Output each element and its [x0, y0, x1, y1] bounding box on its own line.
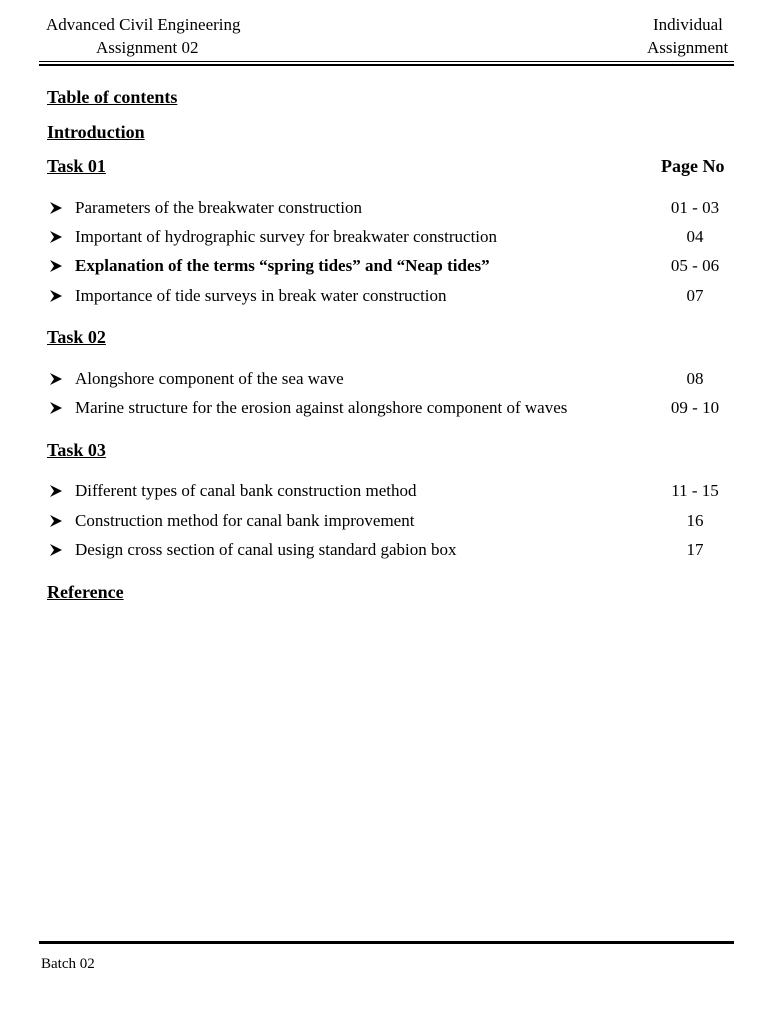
- task01-heading: Task 01: [47, 156, 106, 176]
- header-assignment-number: Assignment 02: [96, 38, 199, 57]
- toc-entry: [50, 510, 734, 532]
- task03-heading: Task 03: [47, 440, 106, 460]
- header-course-title: Advanced Civil Engineering: [46, 15, 241, 34]
- toc-title: Table of contents: [47, 87, 178, 107]
- toc-entry-text: Marine structure for the erosion against alongshore component of waves: [75, 398, 568, 417]
- footer-batch: Batch 02: [41, 956, 95, 972]
- toc-entry: [50, 197, 734, 219]
- toc-entry-pages: 07: [686, 286, 704, 305]
- arrow-bullet-icon: [50, 368, 66, 390]
- header-assignment-type: Individual: [653, 15, 723, 34]
- footer-rule: [39, 941, 734, 944]
- toc-entry-pages: 08: [686, 369, 704, 388]
- toc-entry: [50, 539, 734, 561]
- task02-heading: Task 02: [47, 327, 106, 347]
- arrow-bullet-icon: [50, 539, 66, 561]
- toc-entry: [50, 255, 734, 277]
- arrow-bullet-icon: [50, 480, 66, 502]
- arrow-bullet-icon: [50, 285, 66, 307]
- toc-entry-text: Importance of tide surveys in break water construction: [75, 286, 447, 305]
- toc-entry-text: Construction method for canal bank improvement: [75, 511, 415, 530]
- toc-entry-pages: 17: [686, 540, 704, 559]
- toc-entry-pages: 01 - 03: [670, 198, 720, 217]
- toc-entry-text: Explanation of the terms “spring tides” and “Neap tides”: [75, 256, 490, 275]
- toc-entry-text: Alongshore component of the sea wave: [75, 369, 344, 388]
- toc-entry: [50, 285, 734, 307]
- toc-entry: [50, 397, 734, 419]
- page-no-column-header: Page No: [661, 156, 725, 176]
- toc-entry-text: Different types of canal bank construction method: [75, 481, 417, 500]
- arrow-bullet-icon: [50, 226, 66, 248]
- toc-entry-pages: 05 - 06: [670, 256, 720, 275]
- arrow-bullet-icon: [50, 255, 66, 277]
- header-rule-thin: [39, 61, 734, 62]
- toc-entry-text: Design cross section of canal using standard gabion box: [75, 540, 457, 559]
- toc-reference: Reference: [47, 582, 124, 602]
- toc-entry: [50, 226, 734, 248]
- header-assignment-type-line2: Assignment: [647, 38, 729, 57]
- arrow-bullet-icon: [50, 510, 66, 532]
- toc-entry: [50, 480, 734, 502]
- toc-introduction: Introduction: [47, 122, 145, 142]
- toc-entry-pages: 04: [686, 227, 704, 246]
- toc-entry-text: Parameters of the breakwater construction: [75, 198, 362, 217]
- arrow-bullet-icon: [50, 197, 66, 219]
- header-rule-thick: [39, 64, 734, 66]
- toc-entry-pages: 11 - 15: [671, 481, 719, 500]
- toc-entry-text: Important of hydrographic survey for breakwater construction: [75, 227, 498, 246]
- toc-entry-pages: 16: [686, 511, 704, 530]
- toc-entry: [50, 368, 734, 390]
- toc-entry-pages: 09 - 10: [670, 398, 720, 417]
- arrow-bullet-icon: [50, 397, 66, 419]
